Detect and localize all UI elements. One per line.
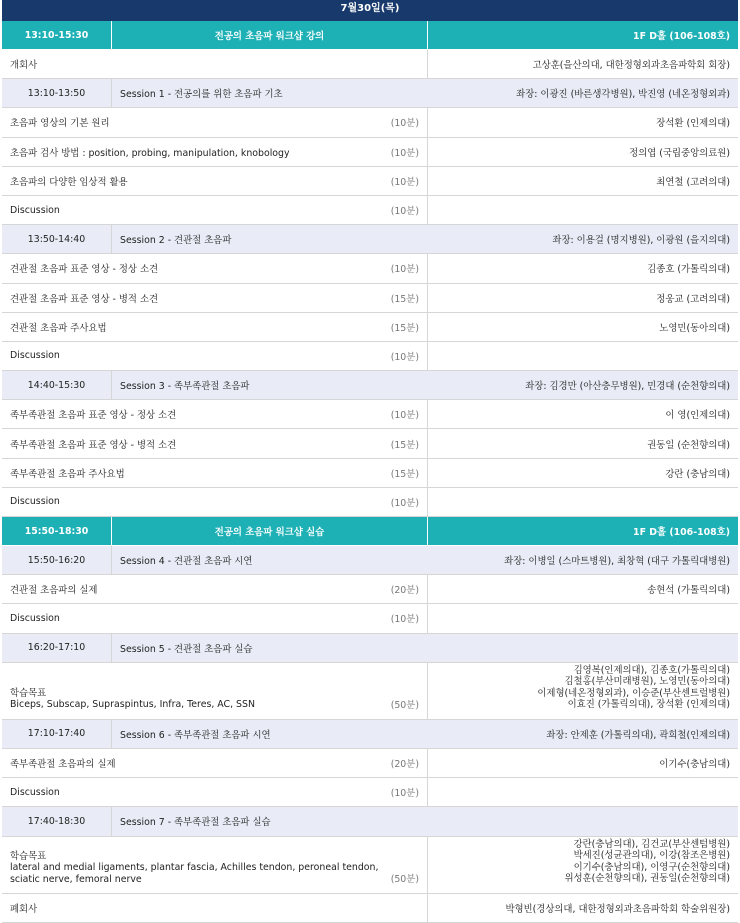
talk-left (2, 284, 428, 312)
objective-heading: 학습목표 (10, 687, 47, 699)
session-time: 14:40-15:30 (2, 371, 112, 399)
talk-row (2, 196, 738, 225)
talk-speaker: 정의엽 (국립중앙의료원) (629, 147, 730, 159)
talk-title: 견관절 초음파 표준 영상 - 정상 소견 (10, 264, 159, 276)
talk-title: 초음파 검사 방법 : position, probing, manipulation, knobology (10, 147, 290, 159)
session-chair (425, 807, 738, 835)
talk-row (2, 342, 738, 371)
talk-duration: (10분) (390, 147, 419, 159)
session-row (2, 546, 738, 575)
talk-left (2, 50, 428, 78)
practice-instructors (428, 663, 738, 719)
talk-row (2, 749, 738, 778)
talk-speaker: 고상훈(을산의대, 대한정형외과초음파학회 회장) (532, 60, 730, 72)
talk-speaker (428, 342, 738, 370)
talk-speaker (428, 778, 738, 806)
talk-speaker: 정웅교 (고려의대) (656, 293, 730, 305)
objective-text: Biceps, Subscap, Supraspintus, Infra, Teres, AC, SSN (10, 699, 255, 711)
session-chair: 좌장: 김경만 (아산충무병원), 민경대 (순천향의대) (525, 381, 730, 393)
talk-duration: (10분) (390, 614, 419, 626)
talk-left (2, 400, 428, 428)
talk-row (2, 488, 738, 517)
talk-row (2, 894, 738, 923)
talk-duration: (15분) (390, 293, 419, 305)
track-location: 1F D홀 (106-108호) (633, 31, 730, 42)
talk-speaker (428, 196, 738, 224)
talk-duration: (10분) (390, 788, 419, 800)
session-chair (425, 634, 738, 662)
talk-title: 폐회사 (10, 904, 38, 916)
session-title: Session 1 - 전공의를 위한 초음파 기초 (120, 89, 283, 101)
talk-speaker: 이기수(충남의대) (659, 759, 730, 771)
instructor-line: 위성훈(순천향의대), 권동일(순천향의대) (564, 873, 730, 884)
talk-title: 초음파 영상의 기본 원리 (10, 118, 110, 130)
talk-row (2, 313, 738, 342)
talk-speaker: 이 영(인제의대) (665, 410, 730, 422)
practice-left (2, 663, 428, 719)
practice-left (2, 837, 428, 894)
track-location: 1F D홀 (106-108호) (633, 527, 730, 538)
session-chair: 좌장: 이병일 (스마트병원), 최창혁 (대구 가톨릭대병원) (504, 556, 730, 568)
talk-left (2, 167, 428, 195)
session-title: Session 7 - 족부족관절 초음파 실습 (120, 817, 271, 829)
session-row (2, 225, 738, 254)
talk-row (2, 575, 738, 604)
date-banner: 7월30일(목) (2, 0, 738, 21)
schedule-body (2, 21, 738, 923)
instructor-line: 이기수(충남의대), 이영구(순천향의대) (573, 861, 730, 873)
session-row (2, 807, 738, 836)
talk-left (2, 313, 428, 341)
session-row (2, 371, 738, 400)
talk-title: 견관절 초음파 주사요법 (10, 322, 107, 334)
talk-left (2, 429, 428, 457)
talk-duration: (10분) (390, 176, 419, 188)
talk-left (2, 488, 428, 516)
practice-duration: (50분) (390, 874, 419, 885)
talk-left (2, 196, 428, 224)
session-time: 17:40-18:30 (2, 807, 112, 835)
talk-duration: (10분) (390, 264, 419, 276)
talk-duration: (10분) (390, 497, 419, 509)
talk-title: Discussion (10, 350, 60, 362)
talk-left (2, 459, 428, 487)
session-title: Session 6 - 족부족관절 초음파 시연 (120, 729, 271, 741)
talk-speaker: 권동일 (순천향의대) (647, 439, 730, 451)
session-time: 13:10-13:50 (2, 79, 112, 107)
talk-left (2, 575, 428, 603)
talk-row (2, 778, 738, 807)
talk-row (2, 459, 738, 488)
track-title: 전공의 초음파 워크샵 실습 (112, 517, 428, 545)
talk-speaker: 송현석 (가톨릭의대) (647, 585, 730, 597)
talk-title: Discussion (10, 612, 60, 624)
talk-left (2, 138, 428, 166)
talk-row (2, 254, 738, 283)
talk-title: Discussion (10, 204, 60, 216)
practice-objectives (10, 688, 385, 711)
objective-heading: 학습목표 (10, 850, 47, 862)
talk-speaker: 노영민(동아의대) (659, 322, 730, 334)
talk-left (2, 342, 428, 370)
talk-left (2, 254, 428, 282)
talk-left (2, 108, 428, 136)
session-title: Session 5 - 견관절 초음파 실습 (120, 643, 253, 655)
instructor-line: 강란(충남의대), 김건교(부산센텀병원) (573, 838, 730, 850)
talk-speaker (428, 604, 738, 632)
talk-duration: (15분) (390, 322, 419, 334)
session-row (2, 634, 738, 663)
talk-row (2, 167, 738, 196)
talk-title: Discussion (10, 786, 60, 798)
track-title: 전공의 초음파 워크샵 강의 (112, 21, 428, 49)
talk-speaker: 장석환 (인제의대) (656, 118, 730, 130)
talk-left (2, 604, 428, 632)
talk-left (2, 778, 428, 806)
session-time: 16:20-17:10 (2, 634, 112, 662)
practice-instructors (428, 837, 738, 894)
talk-duration: (15분) (390, 468, 419, 480)
talk-speaker: 최연철 (고려의대) (656, 176, 730, 188)
session-row (2, 720, 738, 749)
talk-title: 족부족관절 초음파 표준 영상 - 병적 소견 (10, 439, 177, 451)
talk-duration: (15분) (390, 439, 419, 451)
talk-duration: (20분) (390, 585, 419, 597)
track-header-row (2, 517, 738, 546)
talk-speaker: 김종호 (가톨릭의대) (647, 264, 730, 276)
session-time: 13:50-14:40 (2, 225, 112, 253)
track-time: 13:10-15:30 (2, 21, 112, 49)
talk-row (2, 108, 738, 137)
talk-row (2, 138, 738, 167)
talk-title: 견관절 초음파 표준 영상 - 병적 소견 (10, 293, 159, 305)
talk-duration: (10분) (390, 118, 419, 130)
practice-objectives (10, 851, 385, 886)
talk-row (2, 50, 738, 79)
talk-title: 견관절 초음파의 실제 (10, 585, 98, 597)
session-title: Session 3 - 족부족관절 초음파 (120, 381, 250, 393)
session-title: Session 4 - 견관절 초음파 시연 (120, 556, 253, 568)
talk-title: 개회사 (10, 60, 38, 72)
instructor-line: 김철홍(부산미래병원), 노영민(동아의대) (564, 676, 730, 688)
instructor-line: 이효진 (가톨릭의대), 장석환 (인제의대) (567, 699, 730, 711)
talk-row (2, 604, 738, 633)
track-time: 15:50-18:30 (2, 517, 112, 545)
talk-duration: (10분) (390, 206, 419, 218)
session-time: 15:50-16:20 (2, 546, 112, 574)
session-time: 17:10-17:40 (2, 720, 112, 748)
talk-speaker: 박형빈(경상의대, 대한정형외과초음파학회 학술위원장) (505, 904, 730, 916)
talk-left (2, 894, 428, 922)
talk-speaker: 강란 (충남의대) (665, 468, 730, 480)
talk-speaker (428, 488, 738, 516)
talk-title: 족부족관절 초음파의 실제 (10, 759, 116, 771)
talk-title: Discussion (10, 496, 60, 508)
talk-duration: (10분) (390, 351, 419, 363)
talk-row (2, 429, 738, 458)
schedule-table (2, 0, 738, 923)
instructor-line: 이제형(네온정형외과), 이승준(부산센트럴병원) (537, 687, 730, 699)
session-chair: 좌장: 안제훈 (가톨릭의대), 곽희철(인제의대) (546, 729, 730, 741)
track-header-row (2, 21, 738, 50)
session-chair: 좌장: 이용걸 (명지병원), 이광원 (을지의대) (552, 235, 730, 247)
talk-row (2, 400, 738, 429)
instructor-list (565, 839, 731, 885)
session-title: Session 2 - 견관절 초음파 (120, 235, 232, 247)
instructor-list (537, 665, 730, 711)
instructor-line: 김영복(인제의대), 김종호(가톨릭의대) (573, 664, 730, 676)
practice-duration: (50분) (390, 699, 419, 711)
talk-left (2, 749, 428, 777)
talk-title: 족부족관절 초음파 표준 영상 - 정상 소견 (10, 410, 177, 422)
instructor-line: 박세진(성균관의대), 이강(참조은병원) (573, 850, 730, 861)
session-chair: 좌장: 이광진 (바른생각병원), 박진영 (네온정형외과) (516, 89, 730, 101)
practice-row (2, 663, 738, 720)
talk-row (2, 284, 738, 313)
session-row (2, 79, 738, 108)
talk-title: 초음파의 다양한 임상적 활용 (10, 176, 128, 188)
objective-text: lateral and medial ligaments, plantar fascia, Achilles tendon, peroneal tendon, sciatic nerve, femoral nerve (10, 862, 379, 885)
talk-title: 족부족관절 초음파 주사요법 (10, 468, 125, 480)
talk-duration: (10분) (390, 410, 419, 422)
talk-duration: (20분) (390, 759, 419, 771)
practice-row (2, 837, 738, 895)
